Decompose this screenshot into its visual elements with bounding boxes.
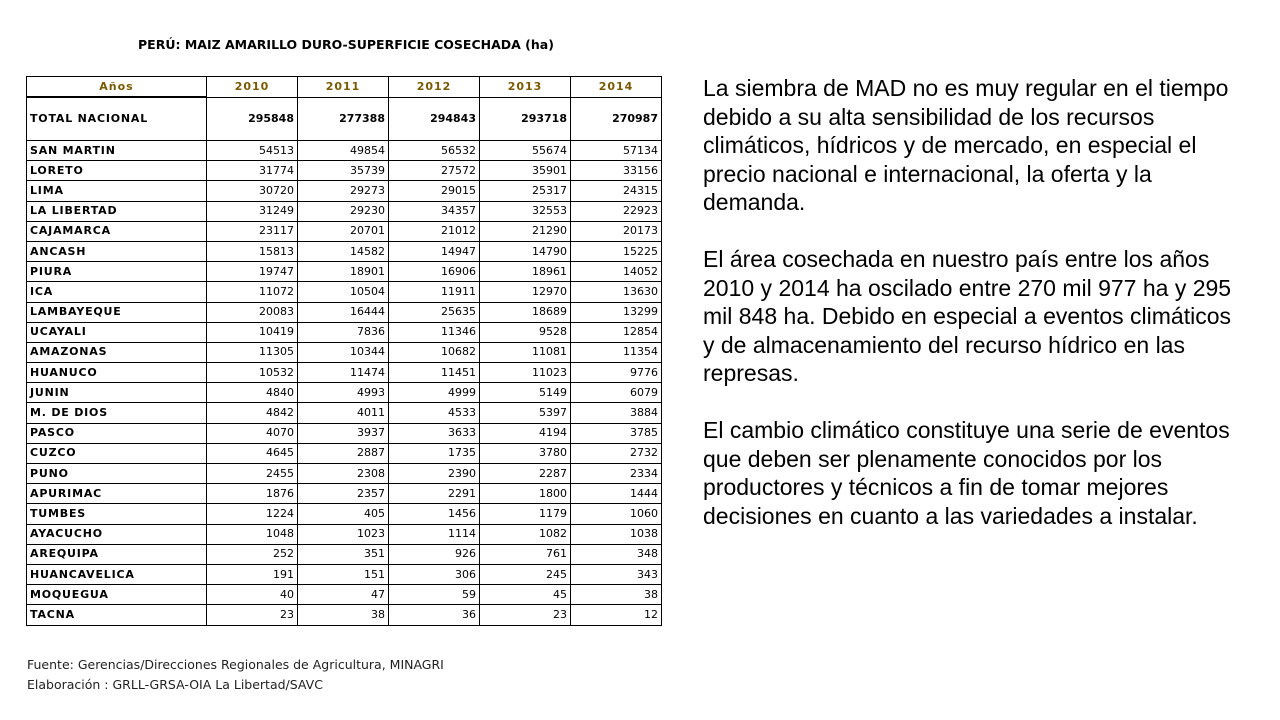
row-value: 1179 <box>480 504 571 524</box>
table-row <box>27 423 662 443</box>
row-value: 23 <box>207 605 298 625</box>
row-value: 30720 <box>207 181 298 201</box>
row-value: 31774 <box>207 161 298 181</box>
row-name: CAJAMARCA <box>27 221 207 241</box>
row-value: 10504 <box>298 282 389 302</box>
row-value: 11474 <box>298 363 389 383</box>
row-value: 1060 <box>571 504 662 524</box>
description-text <box>703 74 1243 559</box>
row-value: 14947 <box>389 241 480 261</box>
row-name: LIMA <box>27 181 207 201</box>
row-value: 20173 <box>571 221 662 241</box>
row-value: 15225 <box>571 241 662 261</box>
row-value: 12854 <box>571 322 662 342</box>
table-row <box>27 484 662 504</box>
row-value: 2287 <box>480 464 571 484</box>
table-row <box>27 524 662 544</box>
row-name: SAN MARTIN <box>27 141 207 161</box>
row-value: 36 <box>389 605 480 625</box>
row-value: 3884 <box>571 403 662 423</box>
row-value: 47 <box>298 585 389 605</box>
row-value: 9776 <box>571 363 662 383</box>
row-value: 25635 <box>389 302 480 322</box>
row-value: 1114 <box>389 524 480 544</box>
row-value: 56532 <box>389 141 480 161</box>
row-value: 295848 <box>207 97 298 141</box>
paragraph-sowing: La siembra de MAD no es muy regular en el tiempo debido a su alta sensibilidad de los recursos climáticos, hídricos y de mercado, en especial el precio nacional e internacional, la oferta y la demanda. <box>703 75 1229 215</box>
row-value: 10532 <box>207 363 298 383</box>
row-value: 35739 <box>298 161 389 181</box>
row-value: 5397 <box>480 403 571 423</box>
row-value: 1048 <box>207 524 298 544</box>
table-row <box>27 342 662 362</box>
row-value: 1224 <box>207 504 298 524</box>
table-row <box>27 161 662 181</box>
row-value: 761 <box>480 544 571 564</box>
header-years: Años <box>27 77 207 98</box>
row-value: 12 <box>571 605 662 625</box>
table-row <box>27 544 662 564</box>
row-value: 40 <box>207 585 298 605</box>
row-value: 57134 <box>571 141 662 161</box>
header-2014: 2014 <box>571 77 662 98</box>
row-value: 45 <box>480 585 571 605</box>
row-name: UCAYALI <box>27 322 207 342</box>
row-value: 1444 <box>571 484 662 504</box>
header-2011: 2011 <box>298 77 389 98</box>
row-value: 14052 <box>571 262 662 282</box>
table-title: PERÚ: MAIZ AMARILLO DURO-SUPERFICIE COSECHADA (ha) <box>138 37 554 52</box>
row-name: TOTAL NACIONAL <box>27 97 207 141</box>
table-row-total <box>27 97 662 141</box>
row-value: 20083 <box>207 302 298 322</box>
row-name: LORETO <box>27 161 207 181</box>
row-name: LAMBAYEQUE <box>27 302 207 322</box>
row-value: 1082 <box>480 524 571 544</box>
table-row <box>27 201 662 221</box>
row-name: TACNA <box>27 605 207 625</box>
row-value: 32553 <box>480 201 571 221</box>
row-value: 2308 <box>298 464 389 484</box>
row-value: 18689 <box>480 302 571 322</box>
row-value: 23117 <box>207 221 298 241</box>
table-row <box>27 302 662 322</box>
header-2012: 2012 <box>389 77 480 98</box>
source-note: Fuente: Gerencias/Direcciones Regionales de Agricultura, MINAGRI <box>27 657 444 672</box>
row-value: 10344 <box>298 342 389 362</box>
row-value: 20701 <box>298 221 389 241</box>
row-name: APURIMAC <box>27 484 207 504</box>
row-value: 1876 <box>207 484 298 504</box>
table-row <box>27 262 662 282</box>
row-value: 4533 <box>389 403 480 423</box>
row-value: 21290 <box>480 221 571 241</box>
row-value: 351 <box>298 544 389 564</box>
row-value: 16906 <box>389 262 480 282</box>
row-name: PUNO <box>27 464 207 484</box>
row-value: 2732 <box>571 443 662 463</box>
row-value: 926 <box>389 544 480 564</box>
row-name: TUMBES <box>27 504 207 524</box>
row-value: 9528 <box>480 322 571 342</box>
elaboration-note: Elaboración : GRLL-GRSA-OIA La Libertad/SAVC <box>27 677 323 692</box>
row-value: 151 <box>298 564 389 584</box>
row-value: 23 <box>480 605 571 625</box>
row-value: 29273 <box>298 181 389 201</box>
table-row <box>27 585 662 605</box>
row-value: 38 <box>298 605 389 625</box>
row-value: 4070 <box>207 423 298 443</box>
table-row <box>27 141 662 161</box>
row-value: 293718 <box>480 97 571 141</box>
row-value: 24315 <box>571 181 662 201</box>
row-value: 29230 <box>298 201 389 221</box>
row-value: 27572 <box>389 161 480 181</box>
table-row <box>27 241 662 261</box>
row-name: AREQUIPA <box>27 544 207 564</box>
row-name: AMAZONAS <box>27 342 207 362</box>
row-value: 25317 <box>480 181 571 201</box>
row-value: 3633 <box>389 423 480 443</box>
row-name: JUNIN <box>27 383 207 403</box>
row-name: AYACUCHO <box>27 524 207 544</box>
row-value: 2390 <box>389 464 480 484</box>
row-value: 270987 <box>571 97 662 141</box>
row-value: 18961 <box>480 262 571 282</box>
row-name: PIURA <box>27 262 207 282</box>
row-value: 18901 <box>298 262 389 282</box>
row-value: 277388 <box>298 97 389 141</box>
row-value: 6079 <box>571 383 662 403</box>
row-value: 3937 <box>298 423 389 443</box>
row-value: 12970 <box>480 282 571 302</box>
row-value: 21012 <box>389 221 480 241</box>
row-value: 294843 <box>389 97 480 141</box>
row-value: 4993 <box>298 383 389 403</box>
table-row <box>27 181 662 201</box>
header-2013: 2013 <box>480 77 571 98</box>
harvested-area-table <box>26 76 662 626</box>
row-value: 348 <box>571 544 662 564</box>
row-value: 54513 <box>207 141 298 161</box>
row-value: 2887 <box>298 443 389 463</box>
row-value: 7836 <box>298 322 389 342</box>
row-value: 10419 <box>207 322 298 342</box>
paragraph-harvested-area: El área cosechada en nuestro país entre los años 2010 y 2014 ha oscilado entre 270 mil 977 ha y 295 mil 848 ha. Debido en especial a eventos climáticos y de almacenamiento del recurso hídrico en las represas. <box>703 246 1232 386</box>
row-value: 35901 <box>480 161 571 181</box>
row-value: 252 <box>207 544 298 564</box>
row-value: 3780 <box>480 443 571 463</box>
row-value: 11081 <box>480 342 571 362</box>
row-value: 4840 <box>207 383 298 403</box>
table-row <box>27 403 662 423</box>
row-value: 1456 <box>389 504 480 524</box>
row-value: 5149 <box>480 383 571 403</box>
table-row <box>27 282 662 302</box>
row-value: 38 <box>571 585 662 605</box>
row-value: 4999 <box>389 383 480 403</box>
row-value: 14582 <box>298 241 389 261</box>
table-row <box>27 564 662 584</box>
row-value: 1800 <box>480 484 571 504</box>
row-name: M. DE DIOS <box>27 403 207 423</box>
row-value: 59 <box>389 585 480 605</box>
row-value: 1735 <box>389 443 480 463</box>
row-name: ICA <box>27 282 207 302</box>
table-row <box>27 221 662 241</box>
row-value: 13299 <box>571 302 662 322</box>
table-row <box>27 464 662 484</box>
row-value: 16444 <box>298 302 389 322</box>
row-value: 2291 <box>389 484 480 504</box>
table-row <box>27 443 662 463</box>
row-value: 4011 <box>298 403 389 423</box>
table-header-row <box>27 77 662 98</box>
row-name: LA LIBERTAD <box>27 201 207 221</box>
row-value: 11023 <box>480 363 571 383</box>
row-value: 13630 <box>571 282 662 302</box>
row-name: ANCASH <box>27 241 207 261</box>
table-row <box>27 605 662 625</box>
row-name: HUANUCO <box>27 363 207 383</box>
row-value: 19747 <box>207 262 298 282</box>
row-value: 405 <box>298 504 389 524</box>
row-value: 4842 <box>207 403 298 423</box>
row-value: 11346 <box>389 322 480 342</box>
row-value: 1023 <box>298 524 389 544</box>
row-value: 2357 <box>298 484 389 504</box>
row-value: 306 <box>389 564 480 584</box>
row-name: HUANCAVELICA <box>27 564 207 584</box>
row-value: 11305 <box>207 342 298 362</box>
row-value: 14790 <box>480 241 571 261</box>
table-row <box>27 383 662 403</box>
row-value: 3785 <box>571 423 662 443</box>
row-value: 2455 <box>207 464 298 484</box>
row-value: 343 <box>571 564 662 584</box>
row-value: 1038 <box>571 524 662 544</box>
row-value: 55674 <box>480 141 571 161</box>
paragraph-climate-change: El cambio climático constituye una serie de eventos que deben ser plenamente conocidos por los productores y técnicos a fin de tomar mejores decisiones en cuanto a las variedades a instalar. <box>703 417 1230 529</box>
header-2010: 2010 <box>207 77 298 98</box>
table-row <box>27 363 662 383</box>
row-value: 4194 <box>480 423 571 443</box>
table-row <box>27 322 662 342</box>
row-name: PASCO <box>27 423 207 443</box>
row-value: 10682 <box>389 342 480 362</box>
row-value: 191 <box>207 564 298 584</box>
row-value: 29015 <box>389 181 480 201</box>
row-value: 11451 <box>389 363 480 383</box>
row-value: 34357 <box>389 201 480 221</box>
row-value: 11911 <box>389 282 480 302</box>
row-value: 2334 <box>571 464 662 484</box>
row-value: 11072 <box>207 282 298 302</box>
row-value: 33156 <box>571 161 662 181</box>
table-row <box>27 504 662 524</box>
row-value: 22923 <box>571 201 662 221</box>
row-name: MOQUEGUA <box>27 585 207 605</box>
row-value: 49854 <box>298 141 389 161</box>
row-name: CUZCO <box>27 443 207 463</box>
row-value: 31249 <box>207 201 298 221</box>
row-value: 4645 <box>207 443 298 463</box>
row-value: 245 <box>480 564 571 584</box>
row-value: 15813 <box>207 241 298 261</box>
row-value: 11354 <box>571 342 662 362</box>
